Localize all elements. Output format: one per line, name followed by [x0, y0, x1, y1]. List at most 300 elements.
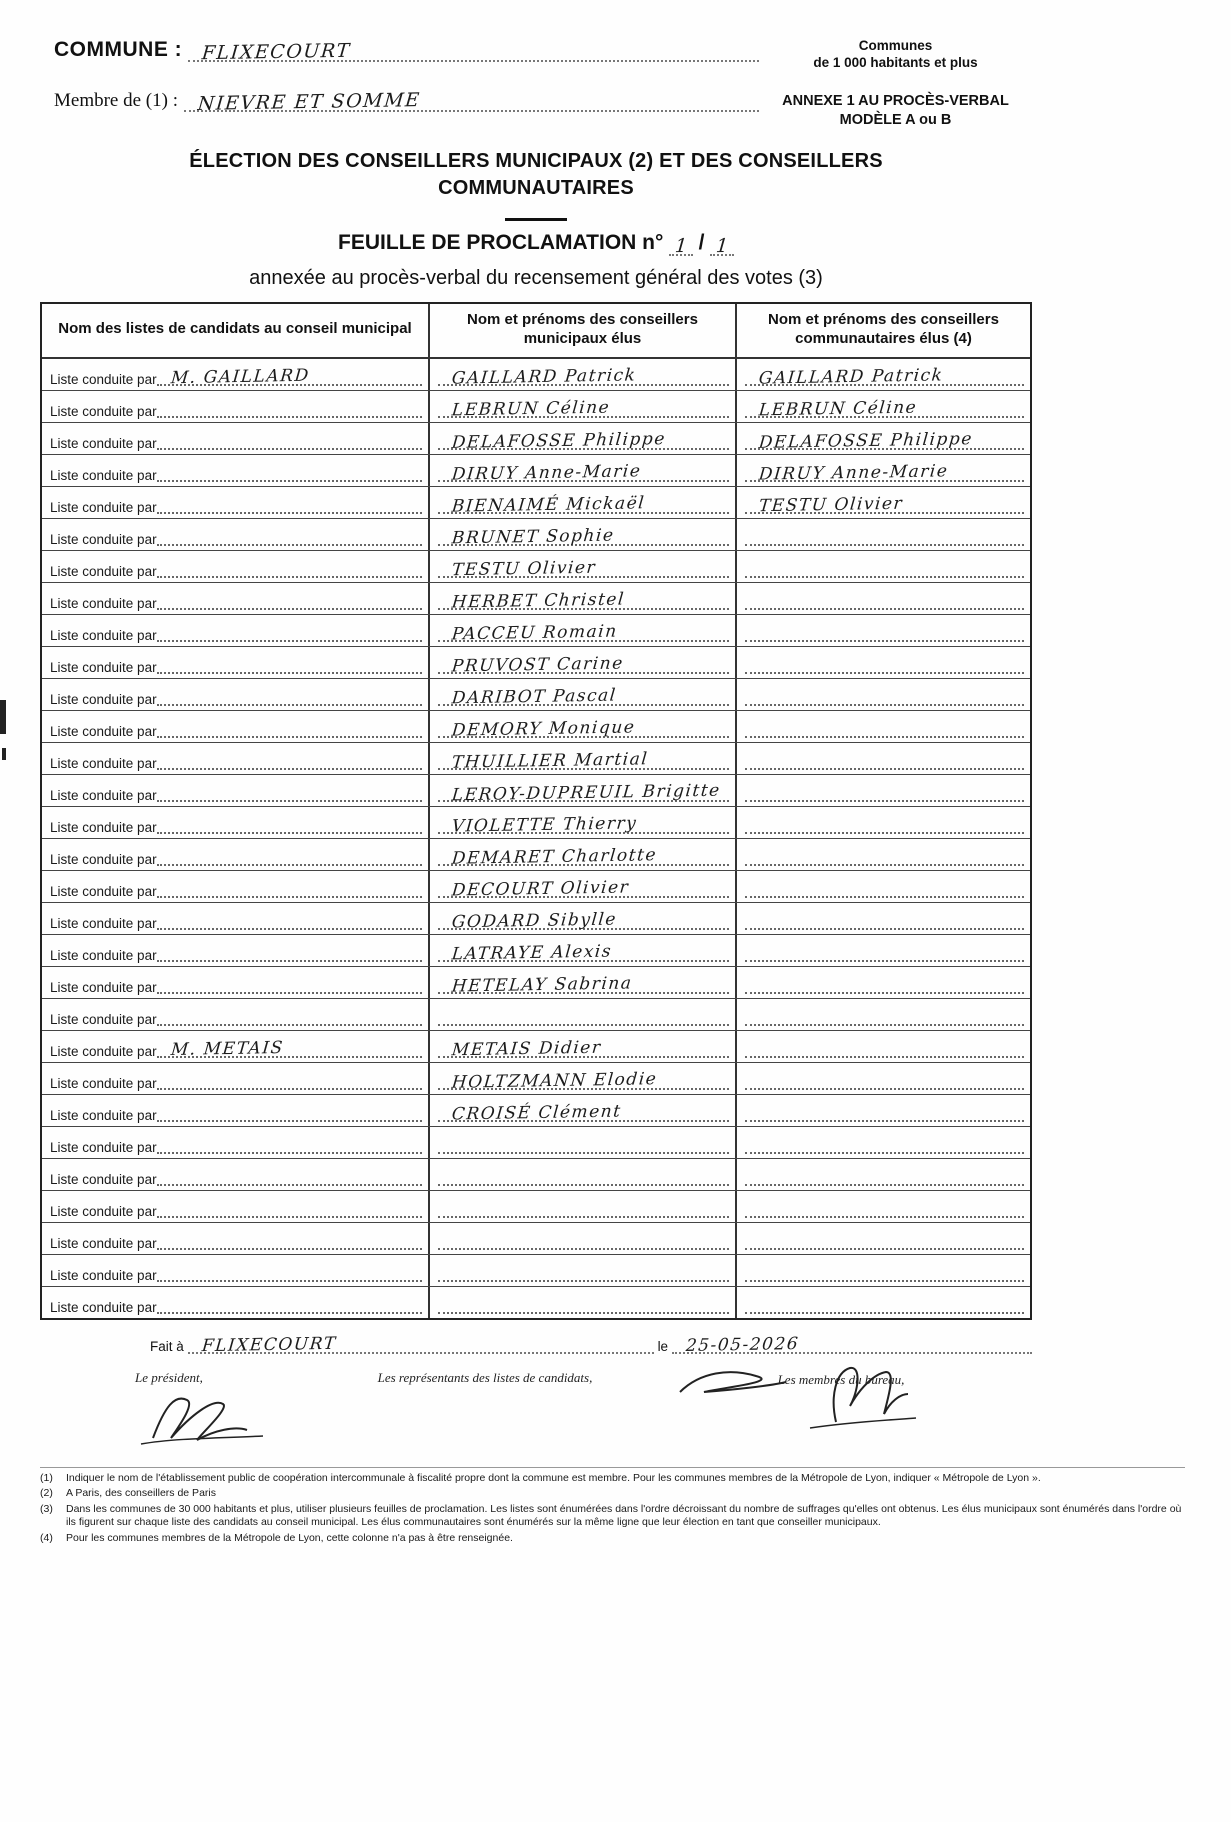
row-prefix-label: Liste conduite par — [50, 1267, 157, 1283]
communautaire-write-line — [745, 423, 1024, 453]
list-write-line — [157, 487, 422, 514]
municipal-write-line — [438, 1255, 729, 1282]
communautaire-cell — [737, 1127, 1030, 1158]
communautaire-handwritten-value: LEBRUN Céline — [757, 397, 919, 420]
footnote-2 — [40, 1487, 1185, 1501]
list-write-line — [157, 519, 422, 546]
list-handwritten-value: M. GAILLARD — [169, 365, 311, 388]
membre-handwritten-value: NIEVRE ET SOMME — [196, 89, 422, 115]
president-signature-icon — [135, 1386, 285, 1450]
list-write-line — [157, 775, 422, 802]
municipal-cell — [430, 711, 737, 742]
header-left — [40, 34, 759, 134]
municipal-handwritten-value: TESTU Olivier — [451, 557, 598, 580]
municipal-handwritten-value: DIRUY Anne-Marie — [450, 460, 643, 485]
sheet-total-handwritten: 1 — [715, 234, 731, 258]
representants-label-block — [320, 1370, 650, 1465]
fait-line-fill — [188, 1332, 654, 1354]
list-write-line — [157, 807, 422, 834]
communautaire-write-line — [745, 1095, 1024, 1122]
table-row — [42, 1222, 1030, 1254]
municipal-write-line — [438, 583, 729, 613]
municipal-write-line — [438, 1159, 729, 1186]
municipal-cell — [430, 647, 737, 678]
list-cell — [42, 871, 430, 902]
municipal-handwritten-value: LEBRUN Céline — [450, 397, 612, 420]
commune-handwritten-value: FLIXECOURT — [201, 39, 352, 65]
list-cell — [42, 487, 430, 518]
footnote-3 — [40, 1503, 1185, 1530]
communautaire-cell — [737, 1063, 1030, 1094]
municipal-write-line — [438, 807, 729, 837]
list-cell — [42, 967, 430, 998]
municipal-handwritten-value: HETELAY Sabrina — [450, 972, 634, 997]
row-prefix-label: Liste conduite par — [50, 755, 157, 771]
table-row — [42, 390, 1030, 422]
list-write-line — [157, 743, 422, 770]
row-prefix-label: Liste conduite par — [50, 563, 157, 579]
list-cell — [42, 903, 430, 934]
municipal-write-line — [438, 1191, 729, 1218]
table-row — [42, 1254, 1030, 1286]
communautaire-cell — [737, 551, 1030, 582]
list-cell — [42, 679, 430, 710]
row-prefix-label: Liste conduite par — [50, 1299, 157, 1315]
municipal-write-line — [438, 871, 729, 901]
municipal-write-line — [438, 743, 729, 773]
municipal-write-line — [438, 1095, 729, 1122]
communautaire-cell — [737, 1159, 1030, 1190]
list-cell — [42, 807, 430, 838]
list-write-line — [157, 359, 422, 386]
table-row — [42, 870, 1030, 902]
footnote-4-text: Pour les communes membres de la Métropole de Lyon, cette colonne n'a pas à être renseignée. — [66, 1532, 513, 1545]
communautaire-cell — [737, 903, 1030, 934]
table-row — [42, 678, 1030, 710]
sheet-separator: / — [698, 231, 705, 254]
communautaire-cell — [737, 967, 1030, 998]
list-write-line — [157, 839, 422, 866]
municipal-handwritten-value: PRUVOST Carine — [450, 653, 625, 676]
date-handwritten-value: 25-05-2026 — [685, 1333, 801, 1356]
table-row — [42, 454, 1030, 486]
list-cell — [42, 839, 430, 870]
modele-label: MODÈLE A ou B — [839, 111, 952, 128]
column-header-municipaux: Nom et prénoms des conseillers municipaux élus — [430, 304, 737, 357]
list-cell — [42, 551, 430, 582]
municipal-handwritten-value: DARIBOT Pascal — [450, 685, 618, 708]
list-cell — [42, 1095, 430, 1126]
communautaire-cell — [737, 839, 1030, 870]
municipal-handwritten-value: VIOLETTE Thierry — [450, 812, 639, 837]
municipal-cell — [430, 743, 737, 774]
footnote-4-number: (4) — [40, 1532, 53, 1545]
row-prefix-label: Liste conduite par — [50, 1075, 157, 1091]
table-row — [42, 582, 1030, 614]
list-cell — [42, 1031, 430, 1062]
table-row — [42, 742, 1030, 774]
row-prefix-label: Liste conduite par — [50, 403, 157, 419]
municipal-write-line — [438, 839, 729, 869]
table-row — [42, 1062, 1030, 1094]
municipal-write-line — [438, 519, 729, 546]
communautaire-cell — [737, 999, 1030, 1030]
communautaire-write-line — [745, 455, 1024, 485]
municipal-handwritten-value: THUILLIER Martial — [450, 748, 650, 773]
column-header-communautaires: Nom et prénoms des conseillers communautaires élus (4) — [768, 311, 999, 347]
representants-label: Les représentants des listes de candidats, — [377, 1369, 593, 1385]
communautaire-cell — [737, 359, 1030, 390]
municipal-write-line — [438, 359, 729, 389]
municipal-handwritten-value: HERBET Christel — [450, 588, 626, 613]
table-row — [42, 422, 1030, 454]
municipal-cell — [430, 583, 737, 614]
membre-line-fill — [184, 84, 759, 115]
table-row — [42, 1286, 1030, 1318]
municipal-handwritten-value: METAIS Didier — [450, 1037, 603, 1060]
municipal-write-line — [438, 967, 729, 997]
commune-line-fill — [188, 34, 759, 65]
table-row — [42, 1190, 1030, 1222]
municipal-write-line — [438, 423, 729, 453]
row-prefix-label: Liste conduite par — [50, 851, 157, 867]
municipal-cell — [430, 359, 737, 390]
municipal-write-line — [438, 1063, 729, 1093]
list-cell — [42, 999, 430, 1030]
fait-row — [40, 1324, 1032, 1354]
row-prefix-label: Liste conduite par — [50, 531, 157, 547]
list-cell — [42, 391, 430, 422]
communautaire-write-line — [745, 391, 1024, 418]
municipal-cell — [430, 775, 737, 806]
list-write-line — [157, 1063, 422, 1090]
municipal-write-line — [438, 775, 729, 805]
municipal-cell — [430, 839, 737, 870]
communautaire-write-line — [745, 1191, 1024, 1218]
row-prefix-label: Liste conduite par — [50, 659, 157, 675]
municipal-cell — [430, 1223, 737, 1254]
row-prefix-label: Liste conduite par — [50, 467, 157, 483]
list-cell — [42, 1223, 430, 1254]
list-cell — [42, 647, 430, 678]
list-cell — [42, 1063, 430, 1094]
table-row — [42, 550, 1030, 582]
form-header — [40, 34, 1032, 134]
municipal-cell — [430, 487, 737, 518]
fait-handwritten-value: FLIXECOURT — [200, 1333, 338, 1356]
list-cell — [42, 423, 430, 454]
list-write-line — [157, 679, 422, 706]
table-body — [42, 359, 1030, 1318]
page-title-line2: COMMUNAUTAIRES — [438, 177, 634, 199]
sheet-label: FEUILLE DE PROCLAMATION n° — [338, 231, 664, 254]
municipal-handwritten-value: LEROY-DUPREUIL Brigitte — [450, 780, 722, 805]
communautaire-write-line — [745, 679, 1024, 706]
list-write-line — [157, 1287, 422, 1314]
row-prefix-label: Liste conduite par — [50, 947, 157, 963]
footnotes — [40, 1467, 1185, 1546]
municipal-cell — [430, 615, 737, 646]
communautaire-write-line — [745, 647, 1024, 674]
row-prefix-label: Liste conduite par — [50, 1203, 157, 1219]
municipal-cell — [430, 903, 737, 934]
list-write-line — [157, 1095, 422, 1122]
communautaire-cell — [737, 1255, 1030, 1286]
communautaire-cell — [737, 1031, 1030, 1062]
table-row — [42, 774, 1030, 806]
communautaire-cell — [737, 743, 1030, 774]
communautaire-cell — [737, 455, 1030, 486]
membre-label: Membre de (1) : — [54, 90, 178, 111]
row-prefix-label: Liste conduite par — [50, 787, 157, 803]
municipal-cell — [430, 1191, 737, 1222]
communautaire-write-line — [745, 583, 1024, 610]
municipal-handwritten-value: DEMORY Monique — [450, 716, 637, 741]
table-row — [42, 998, 1030, 1030]
table-row — [42, 1126, 1030, 1158]
list-write-line — [157, 871, 422, 898]
municipal-handwritten-value: HOLTZMANN Elodie — [450, 1068, 659, 1093]
scan-artifact — [2, 748, 6, 760]
municipal-handwritten-value: DELAFOSSE Philippe — [450, 428, 667, 453]
table-row — [42, 934, 1030, 966]
municipal-cell — [430, 999, 737, 1030]
municipal-write-line — [438, 1031, 729, 1058]
table-row — [42, 359, 1030, 390]
commune-line — [54, 34, 759, 65]
communautaire-cell — [737, 711, 1030, 742]
communautaire-cell — [737, 519, 1030, 550]
row-prefix-label: Liste conduite par — [50, 1011, 157, 1027]
list-write-line — [157, 967, 422, 994]
municipal-handwritten-value: DECOURT Olivier — [450, 876, 631, 901]
signature-section — [40, 1370, 1032, 1465]
municipal-write-line — [438, 999, 729, 1026]
communautaire-write-line — [745, 807, 1024, 834]
list-cell — [42, 1159, 430, 1190]
list-cell — [42, 615, 430, 646]
list-write-line — [157, 423, 422, 450]
municipal-cell — [430, 679, 737, 710]
table-row — [42, 1094, 1030, 1126]
municipal-cell — [430, 1095, 737, 1126]
list-cell — [42, 743, 430, 774]
list-write-line — [157, 551, 422, 578]
row-prefix-label: Liste conduite par — [50, 499, 157, 515]
communautaire-write-line — [745, 711, 1024, 738]
communautaire-write-line — [745, 775, 1024, 802]
communautaire-cell — [737, 391, 1030, 422]
communautaire-write-line — [745, 1063, 1024, 1090]
list-cell — [42, 935, 430, 966]
communautaire-write-line — [745, 903, 1024, 930]
municipal-write-line — [438, 551, 729, 578]
membre-line — [54, 84, 759, 115]
municipal-write-line — [438, 711, 729, 741]
list-write-line — [157, 647, 422, 674]
municipal-cell — [430, 1031, 737, 1062]
municipal-handwritten-value: LATRAYE Alexis — [450, 941, 613, 964]
footnote-3-text: Dans les communes de 30 000 habitants et plus, utiliser plusieurs feuilles de proclamation. Les listes sont énumérées dans l'ordre décroissant du nombre de suffrages qu'elles ont obtenus. Les élus municipaux sont énumérés dans l'ordre où ils figurent sur chaque liste des candidats au conseil municipal. Les élus communautaires sont énumérés sur la même ligne que leur élection en tant que conseiller municipaux. — [66, 1502, 1182, 1529]
municipal-handwritten-value: GODARD Sibylle — [450, 909, 618, 932]
list-cell — [42, 359, 430, 390]
list-handwritten-value: M. METAIS — [169, 1037, 285, 1060]
communautaire-write-line — [745, 1031, 1024, 1058]
list-cell — [42, 583, 430, 614]
municipal-write-line — [438, 1287, 729, 1314]
footnote-2-text: A Paris, des conseillers de Paris — [66, 1487, 216, 1500]
le-line-fill — [672, 1332, 1032, 1354]
list-write-line — [157, 1255, 422, 1282]
row-prefix-label: Liste conduite par — [50, 883, 157, 899]
row-prefix-label: Liste conduite par — [50, 1043, 157, 1059]
communautaire-write-line — [745, 551, 1024, 578]
row-prefix-label: Liste conduite par — [50, 627, 157, 643]
membres-signature-block — [650, 1370, 1032, 1465]
footnote-1 — [40, 1472, 1185, 1486]
table-row — [42, 902, 1030, 934]
row-prefix-label: Liste conduite par — [50, 915, 157, 931]
footnote-1-text: Indiquer le nom de l'établissement public de coopération intercommunale à fiscalité propre dont la commune est membre. Pour les communes membres de la Métropole de Lyon, indiquer « Métropole de Lyon ». — [66, 1471, 1041, 1484]
table-row — [42, 1158, 1030, 1190]
list-write-line — [157, 1031, 422, 1058]
sheet-title — [40, 231, 1032, 258]
title-divider — [505, 218, 567, 221]
communautaire-cell — [737, 871, 1030, 902]
row-prefix-label: Liste conduite par — [50, 723, 157, 739]
municipal-write-line — [438, 1223, 729, 1250]
communautaire-write-line — [745, 1159, 1024, 1186]
list-write-line — [157, 903, 422, 930]
municipal-cell — [430, 455, 737, 486]
municipal-write-line — [438, 391, 729, 418]
subtitle: annexée au procès-verbal du recensement général des votes (3) — [249, 267, 823, 289]
municipal-cell — [430, 551, 737, 582]
list-write-line — [157, 455, 422, 482]
list-write-line — [157, 711, 422, 738]
sheet-number-handwritten: 1 — [674, 234, 690, 258]
municipal-write-line — [438, 487, 729, 517]
communautaire-cell — [737, 679, 1030, 710]
row-prefix-label: Liste conduite par — [50, 979, 157, 995]
communautaire-cell — [737, 1287, 1030, 1318]
list-write-line — [157, 1159, 422, 1186]
communautaire-handwritten-value: DELAFOSSE Philippe — [757, 428, 974, 453]
communautaire-write-line — [745, 359, 1024, 389]
list-write-line — [157, 935, 422, 962]
municipal-cell — [430, 1255, 737, 1286]
fait-label: Fait à — [150, 1338, 184, 1354]
table-row — [42, 838, 1030, 870]
row-prefix-label: Liste conduite par — [50, 691, 157, 707]
communautaire-write-line — [745, 743, 1024, 770]
communautaire-write-line — [745, 615, 1024, 642]
communautaire-write-line — [745, 935, 1024, 962]
communautaire-write-line — [745, 519, 1024, 546]
proclamation-table — [40, 302, 1032, 1320]
municipal-handwritten-value: DEMARET Charlotte — [450, 844, 658, 869]
municipal-handwritten-value: BIENAIMÉ Mickaël — [450, 492, 647, 517]
municipal-write-line — [438, 679, 729, 706]
row-prefix-label: Liste conduite par — [50, 371, 157, 387]
municipal-cell — [430, 1287, 737, 1318]
table-row — [42, 1030, 1030, 1062]
municipal-write-line — [438, 935, 729, 962]
list-write-line — [157, 1191, 422, 1218]
municipal-cell — [430, 1159, 737, 1190]
municipal-write-line — [438, 903, 729, 930]
communautaire-write-line — [745, 999, 1024, 1026]
list-cell — [42, 519, 430, 550]
communautaire-write-line — [745, 1223, 1024, 1250]
list-cell — [42, 1191, 430, 1222]
communautaire-cell — [737, 935, 1030, 966]
municipal-cell — [430, 967, 737, 998]
municipal-cell — [430, 1063, 737, 1094]
row-prefix-label: Liste conduite par — [50, 595, 157, 611]
president-label: Le président, — [135, 1369, 203, 1385]
annexe-label: ANNEXE 1 AU PROCÈS-VERBAL — [782, 92, 1009, 109]
communautaire-cell — [737, 1095, 1030, 1126]
communautaire-cell — [737, 1223, 1030, 1254]
municipal-handwritten-value: CROISÉ Clément — [450, 1101, 623, 1124]
table-row — [42, 646, 1030, 678]
municipal-handwritten-value: GAILLARD Patrick — [450, 364, 638, 389]
municipal-cell — [430, 935, 737, 966]
communautaire-write-line — [745, 1127, 1024, 1154]
table-row — [42, 806, 1030, 838]
footnote-1-number: (1) — [40, 1471, 53, 1484]
president-signature-block — [40, 1370, 320, 1465]
footnote-4 — [40, 1532, 1185, 1546]
municipal-cell — [430, 871, 737, 902]
communautaire-cell — [737, 615, 1030, 646]
municipal-handwritten-value: PACCEU Romain — [450, 621, 619, 644]
communes-note-line1: Communes — [858, 38, 933, 53]
municipal-write-line — [438, 647, 729, 674]
list-write-line — [157, 583, 422, 610]
column-header-listes: Nom des listes de candidats au conseil municipal — [42, 304, 430, 357]
list-write-line — [157, 391, 422, 418]
communautaire-cell — [737, 487, 1030, 518]
list-write-line — [157, 615, 422, 642]
municipal-cell — [430, 391, 737, 422]
communautaire-handwritten-value: GAILLARD Patrick — [757, 364, 945, 389]
communautaire-handwritten-value: DIRUY Anne-Marie — [757, 460, 950, 485]
list-write-line — [157, 1127, 422, 1154]
list-cell — [42, 775, 430, 806]
communautaire-write-line — [745, 839, 1024, 866]
table-row — [42, 710, 1030, 742]
footnote-3-number: (3) — [40, 1502, 53, 1515]
municipal-handwritten-value: BRUNET Sophie — [450, 525, 616, 548]
communautaire-cell — [737, 583, 1030, 614]
list-cell — [42, 711, 430, 742]
row-prefix-label: Liste conduite par — [50, 435, 157, 451]
list-cell — [42, 455, 430, 486]
communautaire-write-line — [745, 967, 1024, 994]
table-row — [42, 614, 1030, 646]
page-title-line1: ÉLECTION DES CONSEILLERS MUNICIPAUX (2) ET DES CONSEILLERS — [189, 150, 883, 172]
list-write-line — [157, 999, 422, 1026]
communautaire-write-line — [745, 871, 1024, 898]
list-write-line — [157, 1223, 422, 1250]
row-prefix-label: Liste conduite par — [50, 1235, 157, 1251]
table-row — [42, 966, 1030, 998]
le-label: le — [657, 1338, 669, 1354]
communautaire-write-line — [745, 1287, 1024, 1314]
municipal-cell — [430, 1127, 737, 1158]
